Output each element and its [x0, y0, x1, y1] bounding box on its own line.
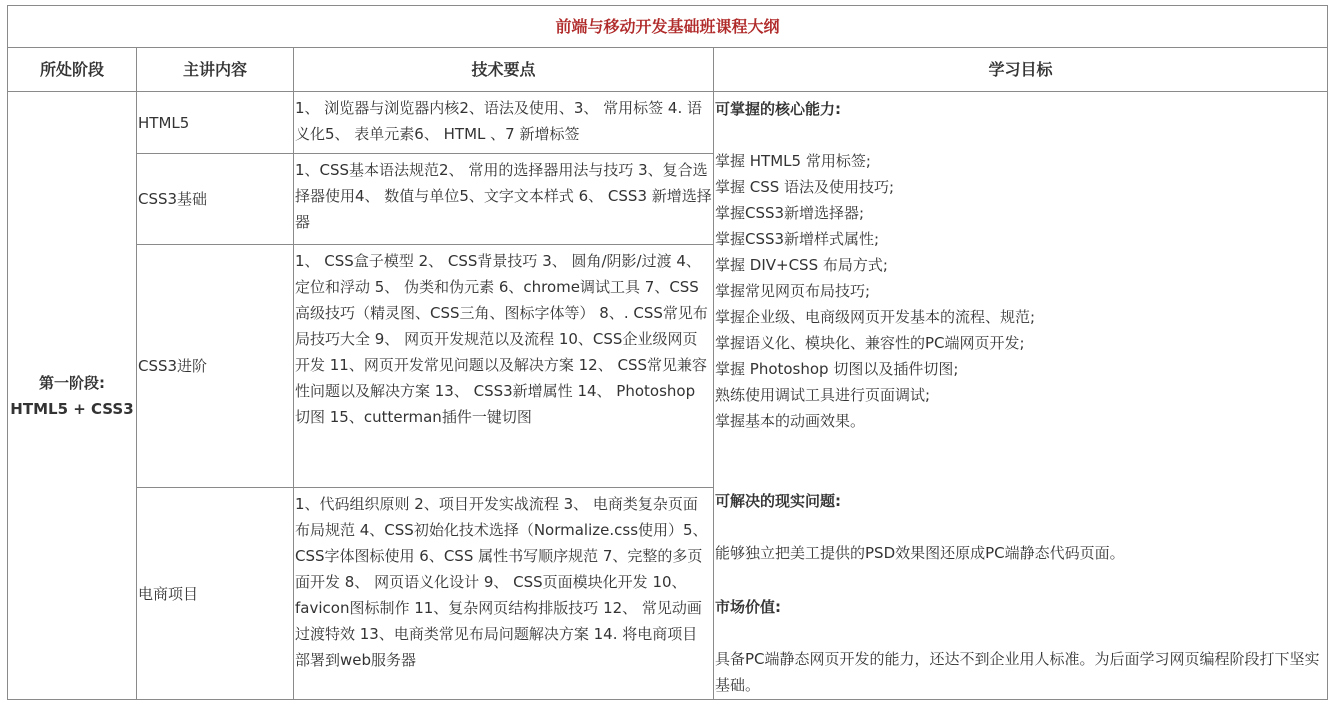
header-content: 主讲内容: [137, 48, 294, 92]
core-ability-title: 可掌握的核心能力:: [715, 100, 841, 118]
header-goals: 学习目标: [714, 48, 1328, 92]
goal-item: 掌握 Photoshop 切图以及插件切图;: [715, 360, 959, 378]
header-stage: 所处阶段: [8, 48, 137, 92]
header-points: 技术要点: [294, 48, 714, 92]
points-css3-basic: 1、CSS基本语法规范2、 常用的选择器用法与技巧 3、复合选择器使用4、 数值与单位5、文字文本样式 6、 CSS3 新增选择器: [294, 154, 714, 245]
goal-item: 掌握企业级、电商级网页开发基本的流程、规范;: [715, 308, 1036, 326]
stage-label: 第一阶段:: [39, 373, 105, 392]
problem-title: 可解决的现实问题:: [715, 492, 841, 510]
table-title: 前端与移动开发基础班课程大纲: [8, 6, 1328, 48]
goal-item: 掌握 CSS 语法及使用技巧;: [715, 178, 895, 196]
market-value-title: 市场价值:: [715, 598, 781, 616]
goal-item: 掌握CSS3新增选择器;: [715, 204, 865, 222]
goal-item: 掌握基本的动画效果。: [715, 412, 866, 430]
topic-ecommerce: 电商项目: [137, 488, 294, 700]
points-css3-advanced: 1、 CSS盒子模型 2、 CSS背景技巧 3、 圆角/阴影/过渡 4、 定位和浮动 5、 伪类和伪元素 6、chrome调试工具 7、CSS高级技巧（精灵图、CSS三角、图标字体等） 8、. CSS常见布局技巧大全 9、 网页开发规范以及流程 10、CSS企业级网页开发 11、网页开发常见问题以及解决方案 12、 CSS常见兼容性问题以及解决方案 13、 CSS3新增属性 14、 Photoshop 切图 15、cutterman插件一键切图: [294, 245, 714, 488]
problem-text: 能够独立把美工提供的PSD效果图还原成PC端静态代码页面。: [715, 544, 1125, 562]
topic-css3-basic: CSS3基础: [137, 154, 294, 245]
points-html5: 1、 浏览器与浏览器内核2、语法及使用、3、 常用标签 4. 语义化5、 表单元素6、 HTML 、7 新增标签: [294, 92, 714, 154]
topic-css3-advanced: CSS3进阶: [137, 245, 294, 488]
goal-item: 掌握CSS3新增样式属性;: [715, 230, 880, 248]
stage-name: HTML5 + CSS3: [10, 399, 134, 418]
goals-cell: [714, 92, 1328, 700]
goal-item: 掌握 HTML5 常用标签;: [715, 152, 871, 170]
points-ecommerce: 1、代码组织原则 2、项目开发实战流程 3、 电商类复杂页面布局规范 4、CSS初始化技术选择（Normalize.css使用）5、 CSS字体图标使用 6、CSS 属性书写顺序规范 7、完整的多页面开发 8、 网页语义化设计 9、 CSS页面模块化开发 10、favicon图标制作 11、复杂网页结构排版技巧 12、 常见动画过渡特效 13、电商类常见布局问题解决方案 14. 将电商项目部署到web服务器: [294, 488, 714, 700]
goal-item: 掌握 DIV+CSS 布局方式;: [715, 256, 888, 274]
stage-cell: [8, 92, 137, 700]
market-value-text: 具备PC端静态网页开发的能力，还达不到企业用人标准。为后面学习网页编程阶段打下坚实基础。: [715, 650, 1320, 694]
course-outline-table: [7, 5, 1328, 700]
goal-item: 掌握语义化、模块化、兼容性的PC端网页开发;: [715, 334, 1025, 352]
topic-html5: HTML5: [137, 92, 294, 154]
goal-item: 熟练使用调试工具进行页面调试;: [715, 386, 931, 404]
goal-item: 掌握常见网页布局技巧;: [715, 282, 871, 300]
